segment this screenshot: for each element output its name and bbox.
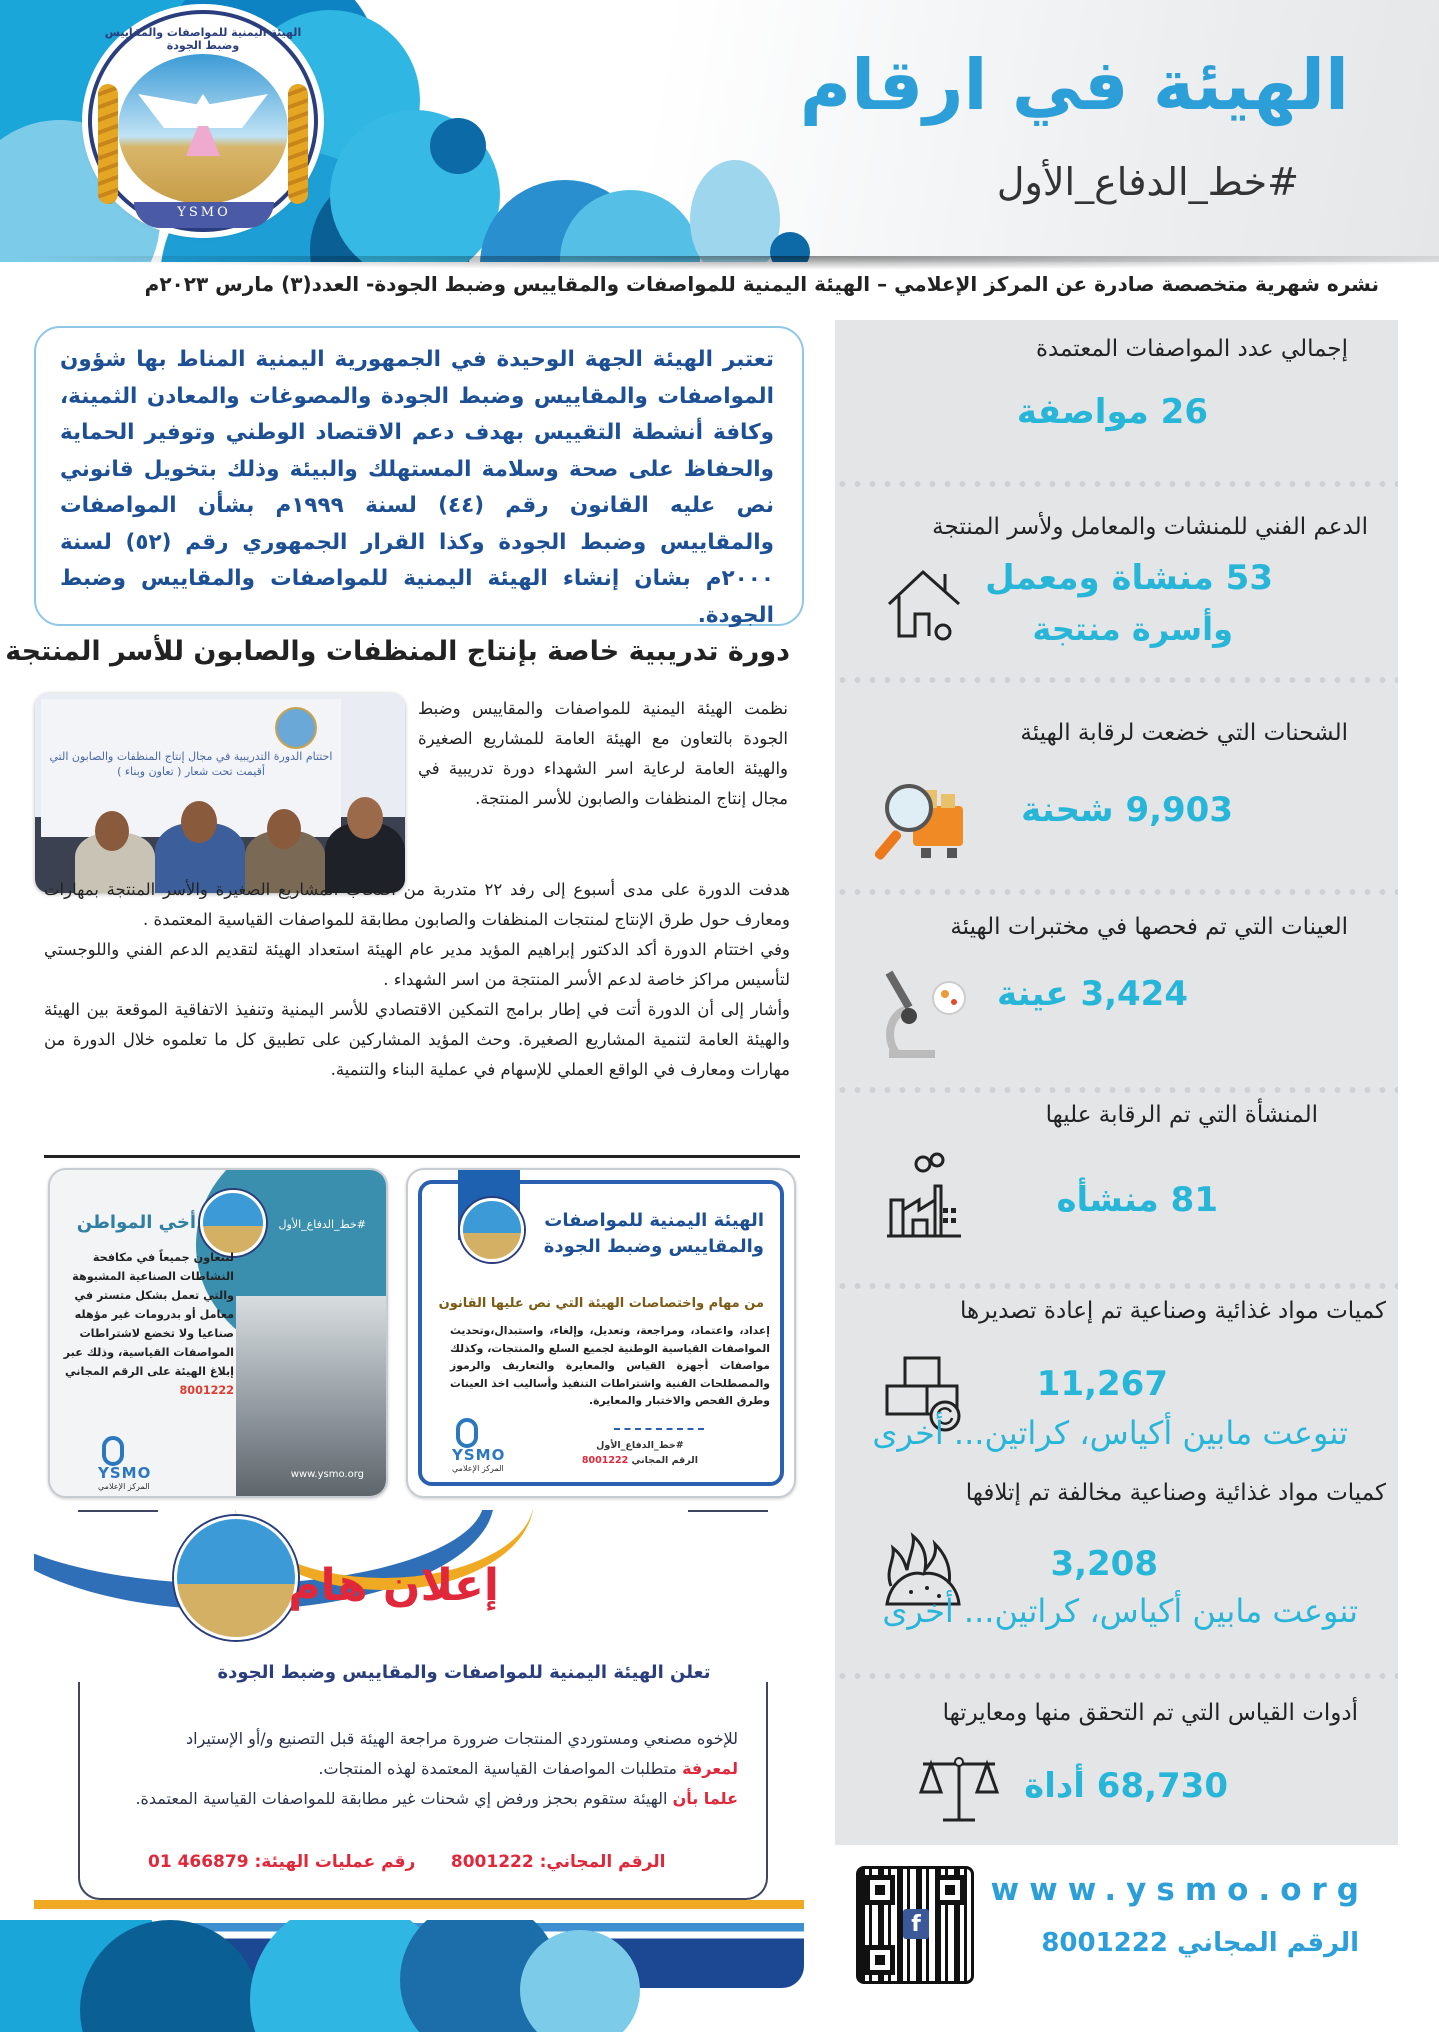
stat-value: 68,730 أداة (1024, 1766, 1228, 1806)
poster-factory-photo (236, 1296, 386, 1496)
announcement-line2: متطلبات المواصفات القياسية المعتمدة لهذه المنتجات. (318, 1759, 677, 1778)
announcement-line3: الهيئة ستقوم بحجز ورفض إي شحنات غير مطابقة للمواصفات القياسية المعتمدة. (135, 1789, 668, 1808)
article-paragraph-4: وأشار إلى أن الدورة أتت في إطار برامج التمكين الاقتصادي للأسر اليمنية وتنفيذ الاتفاقية الموقعة بين الهيئة والهيئة العامة لتنمية المشاريع الصغيرة. وحث المؤيد المشاركين على تطبيق كل ما تعلموه خلال الدورة من مهارات ومعارف في الواقع العملي للإسهام في عملية البناء والتنمية. (44, 1000, 790, 1079)
banner-logo-icon (275, 707, 317, 749)
poster-body: إعداد، واعتماد، ومراجعة، وتعديل، وإلغاء، واستبدال،وتحديث المواصفات القياسية الوطنية لجميع السلع والمنتجات، وكذلك مواصفات أجهزة القياس والمعايرة والتعاريف والرموز والمصطلحات الفنية واشتراطات التنفيذ وأساليب اخذ العينات وطرق الفحص والاختبار والمعايرة. (450, 1324, 770, 1407)
stat-value: 3,208 (1050, 1544, 1158, 1584)
poster-authority-tasks (406, 1168, 796, 1498)
stat-value: 81 منشأه (1056, 1180, 1218, 1220)
announcement-logo (174, 1516, 298, 1640)
poster-website: www.ysmo.org (290, 1469, 364, 1480)
announcement-highlight: علما بأن (672, 1789, 738, 1808)
poster-phone-label: الرقم المجاني (631, 1455, 698, 1466)
ops-number: 01 466879 (148, 1852, 249, 1872)
issue-subtitle: نشره شهرية متخصصة صادرة عن المركز الإعلامي – الهيئة اليمنية للمواصفات والمقاييس وضبط الجودة- العدد(٣) مارس ٢٠٢٣م (144, 272, 1379, 296)
announcement-highlight: لمعرفة (682, 1759, 738, 1778)
article-paragraph-1: نظمت الهيئة اليمنية للمواصفات والمقاييس وضبط الجودة بالتعاون مع الهيئة العامة للمشاريع الصغيرة والهيئة العامة لرعاية اسر الشهداء دورة تدريبية في مجال إنتاج المنظفات والصابون للأسر المنتجة. (418, 699, 788, 808)
poster-logo (460, 1198, 524, 1262)
wheat-right-icon (288, 84, 308, 204)
poster-title (544, 1208, 764, 1260)
photo-banner-text: احتتام الدورة التدريبية في مجال إنتاج المنظفات والصابون التي أقيمت تحت شعار ( تعاون وبناء ) (49, 750, 333, 778)
wings-icon (138, 94, 268, 128)
poster-title: أخي المواطن (76, 1212, 196, 1233)
poster-brand: YSMO (98, 1464, 152, 1482)
scale-icon (917, 1754, 1001, 1826)
person-head (181, 801, 217, 843)
poster-citizen-appeal (48, 1168, 388, 1498)
stats-panel (835, 320, 1398, 1845)
article-paragraph-2: هدفت الدورة على مدى أسبوع إلى رفد ٢٢ متدربة من أصحاب المشاريع الصغيرة والأسر المنتجة بمهارات ومعارف حول طرق الإنتاج لمنتجات المنظفات والصابون مطابقة للمواصفات القياسية المعتمدة . (44, 880, 790, 929)
intro-box (34, 326, 804, 626)
stat-note: وأسرة منتجة (1032, 610, 1233, 648)
microphone-icon (456, 1418, 478, 1448)
poster-brand-sub: المركز الإعلامي (98, 1482, 150, 1491)
decor-bubble (520, 1930, 640, 2032)
stat-label: أدوات القياس التي تم التحقق منها ومعايرتها (942, 1700, 1358, 1726)
box-top-border (688, 1510, 768, 1532)
stat-label: الدعم الفني للمنشات والمعامل ولأسر المنتجة (932, 514, 1368, 540)
logo-emblem (118, 54, 288, 204)
dotted-separator (835, 1670, 1398, 1682)
flask-icon (186, 126, 220, 156)
masthead (0, 0, 1439, 262)
decor-bubble (690, 160, 780, 262)
stat-value: 53 منشاة ومعمل (985, 558, 1273, 598)
qr-code[interactable] (856, 1866, 974, 1984)
dotted-separator (835, 478, 1398, 490)
logo-ring-text: الهيئة اليمنية للمواصفات والمقاييس وضبط الجودة (104, 26, 302, 52)
header-shadow (0, 256, 1439, 270)
stat-label: الشحنات التي خضعت لرقابة الهيئة (1020, 720, 1348, 746)
poster-body (58, 1248, 234, 1400)
stat-label: كميات مواد غذائية وصناعية مخالفة تم إتلافها (965, 1480, 1386, 1506)
person-head (95, 811, 129, 851)
stat-label: إجمالي عدد المواصفات المعتمدة (1035, 336, 1348, 362)
facebook-icon: f (903, 1909, 929, 1939)
announcement (34, 1510, 804, 1988)
dotted-separator (835, 886, 1398, 898)
announcement-line1: للإخوه مصنعي ومستوردي المنتجات ضرورة مراجعة الهيئة قبل التصنيع و/أو الإستيراد (186, 1729, 738, 1748)
section-divider (44, 1155, 800, 1158)
announcement-phones (148, 1852, 665, 1872)
poster-phone: 8001222 (179, 1384, 234, 1397)
dotted-separator (835, 1280, 1398, 1292)
stat-value: 26 مواصفة (1016, 392, 1208, 432)
box-top-border (78, 1510, 158, 1532)
intro-text: تعتبر الهيئة الجهة الوحيدة في الجمهورية اليمنية المناط بها شؤون المواصفات والمقاييس وضبط الجودة والمصوغات والمعادن الثمينة، وكافة أنشطة التقييس بهدف دعم الاقتصاد الوطني وتوفير الحماية والحفاظ على صحة وسلامة المستهلك والبيئة وذلك بتخويل قانوني نص عليه القانون رقم (٤٤) لسنة ١٩٩٩م بشأن المواصفات والمقاييس وضبط الجودة وكذا القرار الجمهوري رقم (٥٢) لسنة ٢٠٠٠م بشان إنشاء الهيئة اليمنية للمواصفات والمقاييس وضبط الجودة. (60, 347, 774, 628)
poster-brand: YSMO (452, 1446, 506, 1464)
person-head (347, 797, 383, 839)
hashtag: #خط_الدفاع_الأول (996, 160, 1299, 204)
footer-decor (0, 1920, 820, 2032)
wheat-left-icon (98, 84, 118, 204)
poster-subtitle: من مهام واختصاصات الهيئة التي نص عليها القانون (438, 1296, 764, 1311)
poster-phone: 8001222 (581, 1455, 629, 1466)
article-title: دورة تدريبية خاصة بإنتاج المنظفات والصابون للأسر المنتجة (5, 636, 790, 667)
hotline: الرقم المجاني 8001222 (1041, 1928, 1359, 1958)
stat-note: تنوعت مابين أكياس، كراتين... أخرى (872, 1414, 1348, 1452)
ysmo-logo (88, 10, 318, 232)
factory-icon (883, 1150, 965, 1240)
dotted-separator (835, 674, 1398, 686)
poster-footer (582, 1438, 698, 1468)
event-photo (35, 693, 405, 893)
free-number-label: الرقم المجاني: (539, 1852, 666, 1872)
poster-dotted-line (614, 1428, 704, 1430)
free-number: 8001222 (450, 1852, 534, 1872)
poster-title-line1: الهيئة اليمنية للمواصفات (544, 1210, 764, 1231)
poster-title-line2: والمقاييس وضبط الجودة (543, 1236, 764, 1257)
stat-label: العينات التي تم فحصها في مختبرات الهيئة (950, 914, 1348, 940)
article-paragraph-3: وفي اختتام الدورة أكد الدكتور إبراهيم المؤيد مدير عام الهيئة استعداد الهيئة لتقديم الدعم الفني واللوجستي لتأسيس مراكز خاصة لدعم الأسر المنتجة من اسر الشهداء . (44, 940, 790, 989)
qr-finder (865, 1875, 895, 1905)
microscope-icon (875, 960, 975, 1070)
microphone-icon (102, 1436, 124, 1466)
stat-value: 9,903 شحنة (1021, 790, 1233, 830)
decor-bubble (430, 118, 486, 174)
announcement-org: تعلن الهيئة اليمنية للمواصفات والمقاييس وضبط الجودة (217, 1662, 711, 1683)
ops-number-label: رقم عمليات الهيئة: (254, 1852, 416, 1872)
person-head (267, 809, 301, 849)
poster-body-text: لنتعاون جميعاً في مكافحة النشاطات الصناعية المشبوهة والتي تعمل بشكل متستر في معامل أو بدرومات غير مؤهله صناعيا ولا تخضع لاشتراطات المواصفات القياسية، وذلك عبر إبلاغ الهيئة على الرقم المجاني (63, 1251, 234, 1378)
stat-value: 11,267 (1036, 1364, 1168, 1404)
stat-label: كميات مواد غذائية وصناعية تم إعادة تصديرها (959, 1298, 1386, 1324)
qr-finder (865, 1945, 895, 1975)
stat-label: المنشأة التي تم الرقابة عليها (1045, 1102, 1318, 1128)
poster-hashtag: #خط_الدفاع_الأول (596, 1440, 684, 1451)
website-link[interactable]: www.ysmo.org (990, 1872, 1369, 1908)
announcement-text (88, 1724, 738, 1814)
dotted-separator (835, 1084, 1398, 1096)
poster-logo (200, 1190, 266, 1256)
article-paragraph (418, 694, 788, 814)
page-title: الهيئة في ارقام (799, 44, 1349, 126)
logo-acronym: YSMO (134, 202, 274, 228)
stat-value: 3,424 عينة (997, 974, 1188, 1014)
stat-note: تنوعت مابين أكياس، كراتين... أخرى (882, 1592, 1358, 1630)
announcement-title: إعلان هام (288, 1560, 499, 1611)
qr-finder (935, 1875, 965, 1905)
article-body (44, 875, 790, 1085)
house-gear-icon (885, 564, 965, 644)
poster-brand-sub: المركز الإعلامي (452, 1464, 504, 1473)
poster-hashtag: #خط_الدفاع_الأول (278, 1218, 366, 1231)
truck-magnifier-icon (875, 776, 975, 876)
